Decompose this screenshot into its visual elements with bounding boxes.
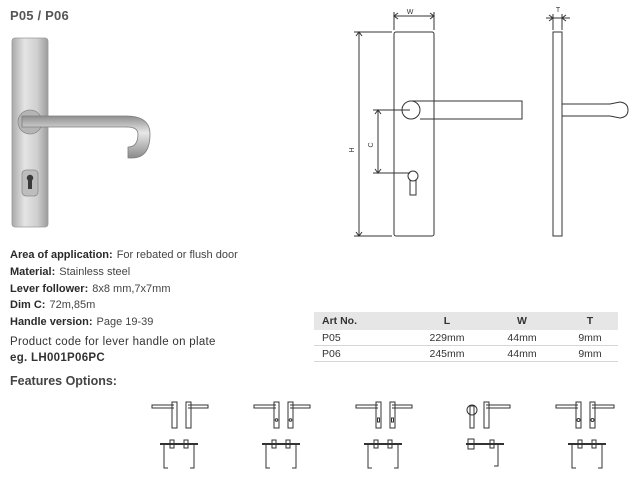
spec-dim-c: Dim C: 72m,85m — [10, 299, 96, 311]
dim-c-label: C — [368, 142, 375, 148]
header-w: W — [482, 312, 562, 330]
product-code-note: Product code for lever handle on plate — [10, 336, 216, 348]
feature-option-3-front-icon — [356, 402, 412, 428]
features-heading: Features Options: — [10, 374, 117, 388]
feature-option-5-side-icon — [568, 440, 606, 468]
feature-options-front-row — [150, 398, 630, 432]
header-art-no: Art No. — [314, 312, 412, 330]
feature-options-side-row — [150, 436, 630, 472]
product-photo — [0, 28, 160, 240]
spec-handle-version: Handle version: Page 19-39 — [10, 316, 154, 328]
side-view-drawing — [540, 0, 636, 250]
feature-option-4-front-icon — [467, 402, 510, 428]
feature-option-1-front-icon — [152, 402, 208, 428]
feature-option-2-side-icon — [262, 440, 300, 468]
header-l: L — [412, 312, 482, 330]
feature-option-2-front-icon — [254, 402, 310, 428]
header-t: T — [562, 312, 618, 330]
product-code-example: eg. LH001P06PC — [10, 352, 105, 364]
feature-option-1-side-icon — [160, 440, 198, 468]
spec-area: Area of application: For rebated or flush door — [10, 249, 238, 261]
spec-material: Material: Stainless steel — [10, 266, 131, 278]
table-header-row — [314, 312, 618, 330]
product-title: P05 / P06 — [10, 8, 69, 23]
dim-h-label: H — [349, 147, 356, 153]
feature-option-3-side-icon — [364, 440, 402, 468]
table-row: P06 245mm 44mm 9mm — [314, 346, 618, 362]
table-row: P05 229mm 44mm 9mm — [314, 330, 618, 346]
feature-option-4-side-icon — [466, 439, 504, 466]
front-view-drawing — [340, 0, 540, 250]
dim-t-label: T — [555, 7, 561, 14]
dimensions-table — [314, 312, 618, 362]
dim-w-label: W — [406, 9, 414, 16]
spec-lever-follower: Lever follower: 8x8 mm,7x7mm — [10, 283, 171, 295]
feature-option-5-front-icon — [556, 402, 614, 428]
